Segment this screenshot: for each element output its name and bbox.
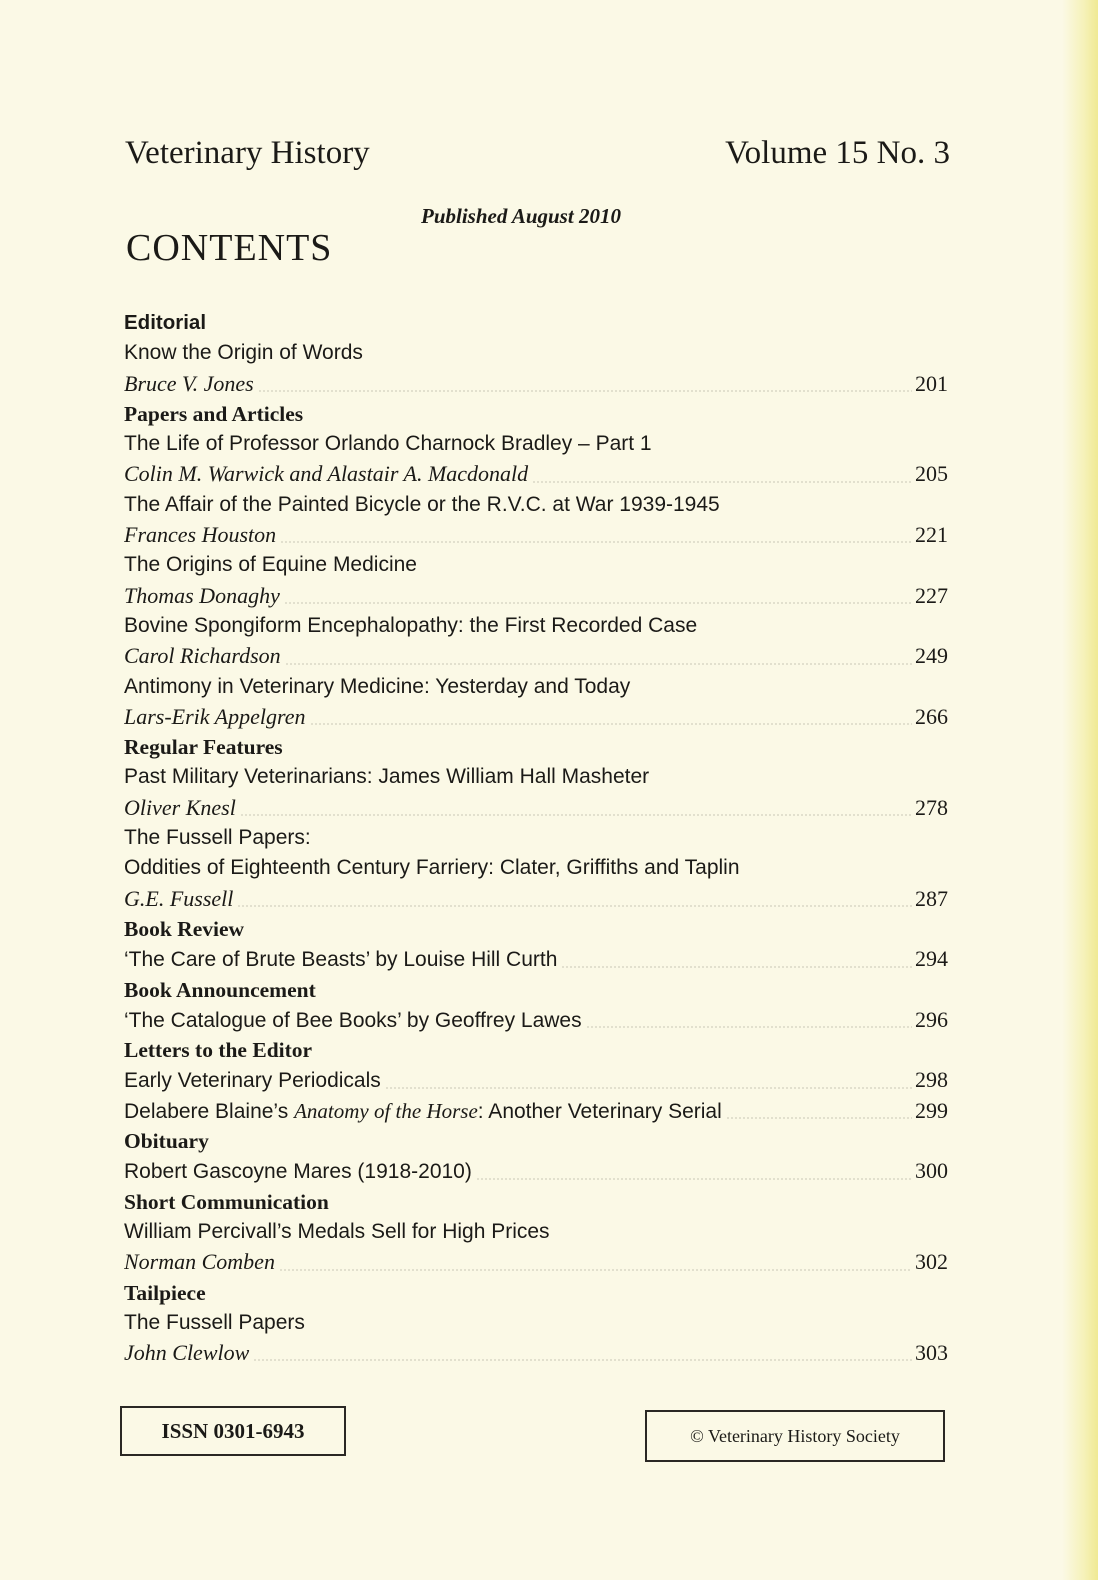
entry-author-line bbox=[124, 641, 948, 671]
entry-subtitle: Oddities of Eighteenth Century Farriery: Clater, Griffiths and Taplin bbox=[124, 856, 740, 880]
entry-title bbox=[124, 1096, 722, 1126]
page-edge-tint bbox=[1062, 0, 1098, 1580]
page-number: 287 bbox=[915, 885, 948, 911]
entry-title: Know the Origin of Words bbox=[124, 341, 363, 365]
entry-author-line bbox=[124, 884, 948, 914]
dot-leader bbox=[258, 390, 912, 392]
entry-title-line bbox=[124, 1156, 948, 1186]
entry-title: Past Military Veterinarians: James William Hall Masheter bbox=[124, 765, 650, 789]
dot-leader bbox=[586, 1026, 912, 1028]
table-of-contents bbox=[124, 308, 948, 1368]
journal-title: Veterinary History bbox=[125, 135, 370, 171]
entry-title: The Origins of Equine Medicine bbox=[124, 553, 417, 577]
page-number: 294 bbox=[915, 946, 948, 972]
dot-leader bbox=[310, 723, 913, 725]
page-number: 205 bbox=[915, 461, 948, 487]
page-number: 298 bbox=[915, 1067, 948, 1093]
volume-label: Volume 15 No. 3 bbox=[725, 135, 950, 171]
dot-leader bbox=[561, 966, 912, 968]
section-heading-short-communication: Short Communication bbox=[124, 1189, 329, 1214]
dot-leader bbox=[476, 1178, 912, 1180]
entry-title: The Life of Professor Orlando Charnock Bradley – Part 1 bbox=[124, 432, 652, 456]
entry-title: William Percivall’s Medals Sell for High Prices bbox=[124, 1219, 550, 1243]
entry-title: Early Veterinary Periodicals bbox=[124, 1069, 381, 1093]
page-number: 299 bbox=[915, 1097, 948, 1123]
entry-title: ‘The Care of Brute Beasts’ by Louise Hill Curth bbox=[124, 948, 558, 972]
entry-author-line bbox=[124, 702, 948, 732]
entry-title-line bbox=[124, 1005, 948, 1035]
entry-title: The Fussell Papers bbox=[124, 1310, 305, 1334]
section-heading-tailpiece: Tailpiece bbox=[124, 1280, 206, 1305]
entry-title-part: : Another Veterinary Serial bbox=[477, 1099, 722, 1123]
page-number: 249 bbox=[915, 643, 948, 669]
published-date: Published August 2010 bbox=[421, 204, 621, 228]
entry-title-line bbox=[124, 1096, 948, 1126]
page-number: 302 bbox=[915, 1249, 948, 1275]
entry-title-italic: Anatomy of the Horse bbox=[294, 1098, 478, 1123]
entry-author-line bbox=[124, 581, 948, 611]
section-heading-letters: Letters to the Editor bbox=[124, 1038, 313, 1063]
page-number: 300 bbox=[915, 1158, 948, 1184]
dot-leader bbox=[285, 663, 912, 665]
entry-author-line bbox=[124, 1338, 948, 1368]
entry-author: Colin M. Warwick and Alastair A. Macdonald bbox=[124, 461, 529, 487]
contents-heading: CONTENTS bbox=[126, 227, 333, 269]
entry-author: Norman Comben bbox=[124, 1249, 275, 1275]
section-heading-obituary: Obituary bbox=[124, 1129, 209, 1154]
entry-author: Frances Houston bbox=[124, 522, 277, 548]
dot-leader bbox=[280, 541, 912, 543]
entry-title-line bbox=[124, 1065, 948, 1095]
entry-author-line bbox=[124, 459, 948, 489]
entry-title: ‘The Catalogue of Bee Books’ by Geoffrey Lawes bbox=[124, 1008, 582, 1032]
dot-leader bbox=[385, 1087, 912, 1089]
dot-leader bbox=[237, 905, 912, 907]
section-heading-regular-features: Regular Features bbox=[124, 735, 283, 760]
section-heading-book-review: Book Review bbox=[124, 916, 245, 941]
entry-author: Lars-Erik Appelgren bbox=[124, 703, 306, 729]
page-number: 227 bbox=[915, 582, 948, 608]
entry-author: G.E. Fussell bbox=[124, 885, 234, 911]
page-number: 278 bbox=[915, 794, 948, 820]
entry-title: Antimony in Veterinary Medicine: Yesterday and Today bbox=[124, 674, 631, 698]
entry-author-line bbox=[124, 520, 948, 550]
dot-leader bbox=[284, 602, 912, 604]
entry-title: The Affair of the Painted Bicycle or the R.V.C. at War 1939-1945 bbox=[124, 492, 720, 516]
entry-title: Bovine Spongiform Encephalopathy: the First Recorded Case bbox=[124, 613, 698, 637]
dot-leader bbox=[532, 481, 912, 483]
dot-leader bbox=[240, 814, 912, 816]
entry-title: The Fussell Papers: bbox=[124, 826, 311, 850]
entry-title-line bbox=[124, 944, 948, 974]
page-number: 266 bbox=[915, 703, 948, 729]
dot-leader bbox=[253, 1359, 912, 1361]
entry-author: Thomas Donaghy bbox=[124, 582, 280, 608]
section-heading-editorial: Editorial bbox=[124, 311, 207, 334]
entry-author-line bbox=[124, 793, 948, 823]
section-heading-papers: Papers and Articles bbox=[124, 401, 304, 426]
copyright-box: © Veterinary History Society bbox=[645, 1410, 945, 1462]
entry-title-part: Delabere Blaine’s bbox=[124, 1099, 295, 1123]
entry-author: Bruce V. Jones bbox=[124, 370, 254, 396]
dot-leader bbox=[279, 1269, 912, 1271]
dot-leader bbox=[726, 1117, 912, 1119]
page-number: 296 bbox=[915, 1006, 948, 1032]
entry-author: Oliver Knesl bbox=[124, 794, 236, 820]
issn-box: ISSN 0301-6943 bbox=[120, 1406, 346, 1456]
entry-author: John Clewlow bbox=[124, 1340, 250, 1366]
entry-author-line bbox=[124, 1247, 948, 1277]
entry-author-line bbox=[124, 369, 948, 399]
page-number: 221 bbox=[915, 522, 948, 548]
section-heading-book-announcement: Book Announcement bbox=[124, 977, 316, 1002]
page-number: 201 bbox=[915, 370, 948, 396]
entry-author: Carol Richardson bbox=[124, 643, 281, 669]
entry-title: Robert Gascoyne Mares (1918-2010) bbox=[124, 1160, 472, 1184]
page-number: 303 bbox=[915, 1340, 948, 1366]
